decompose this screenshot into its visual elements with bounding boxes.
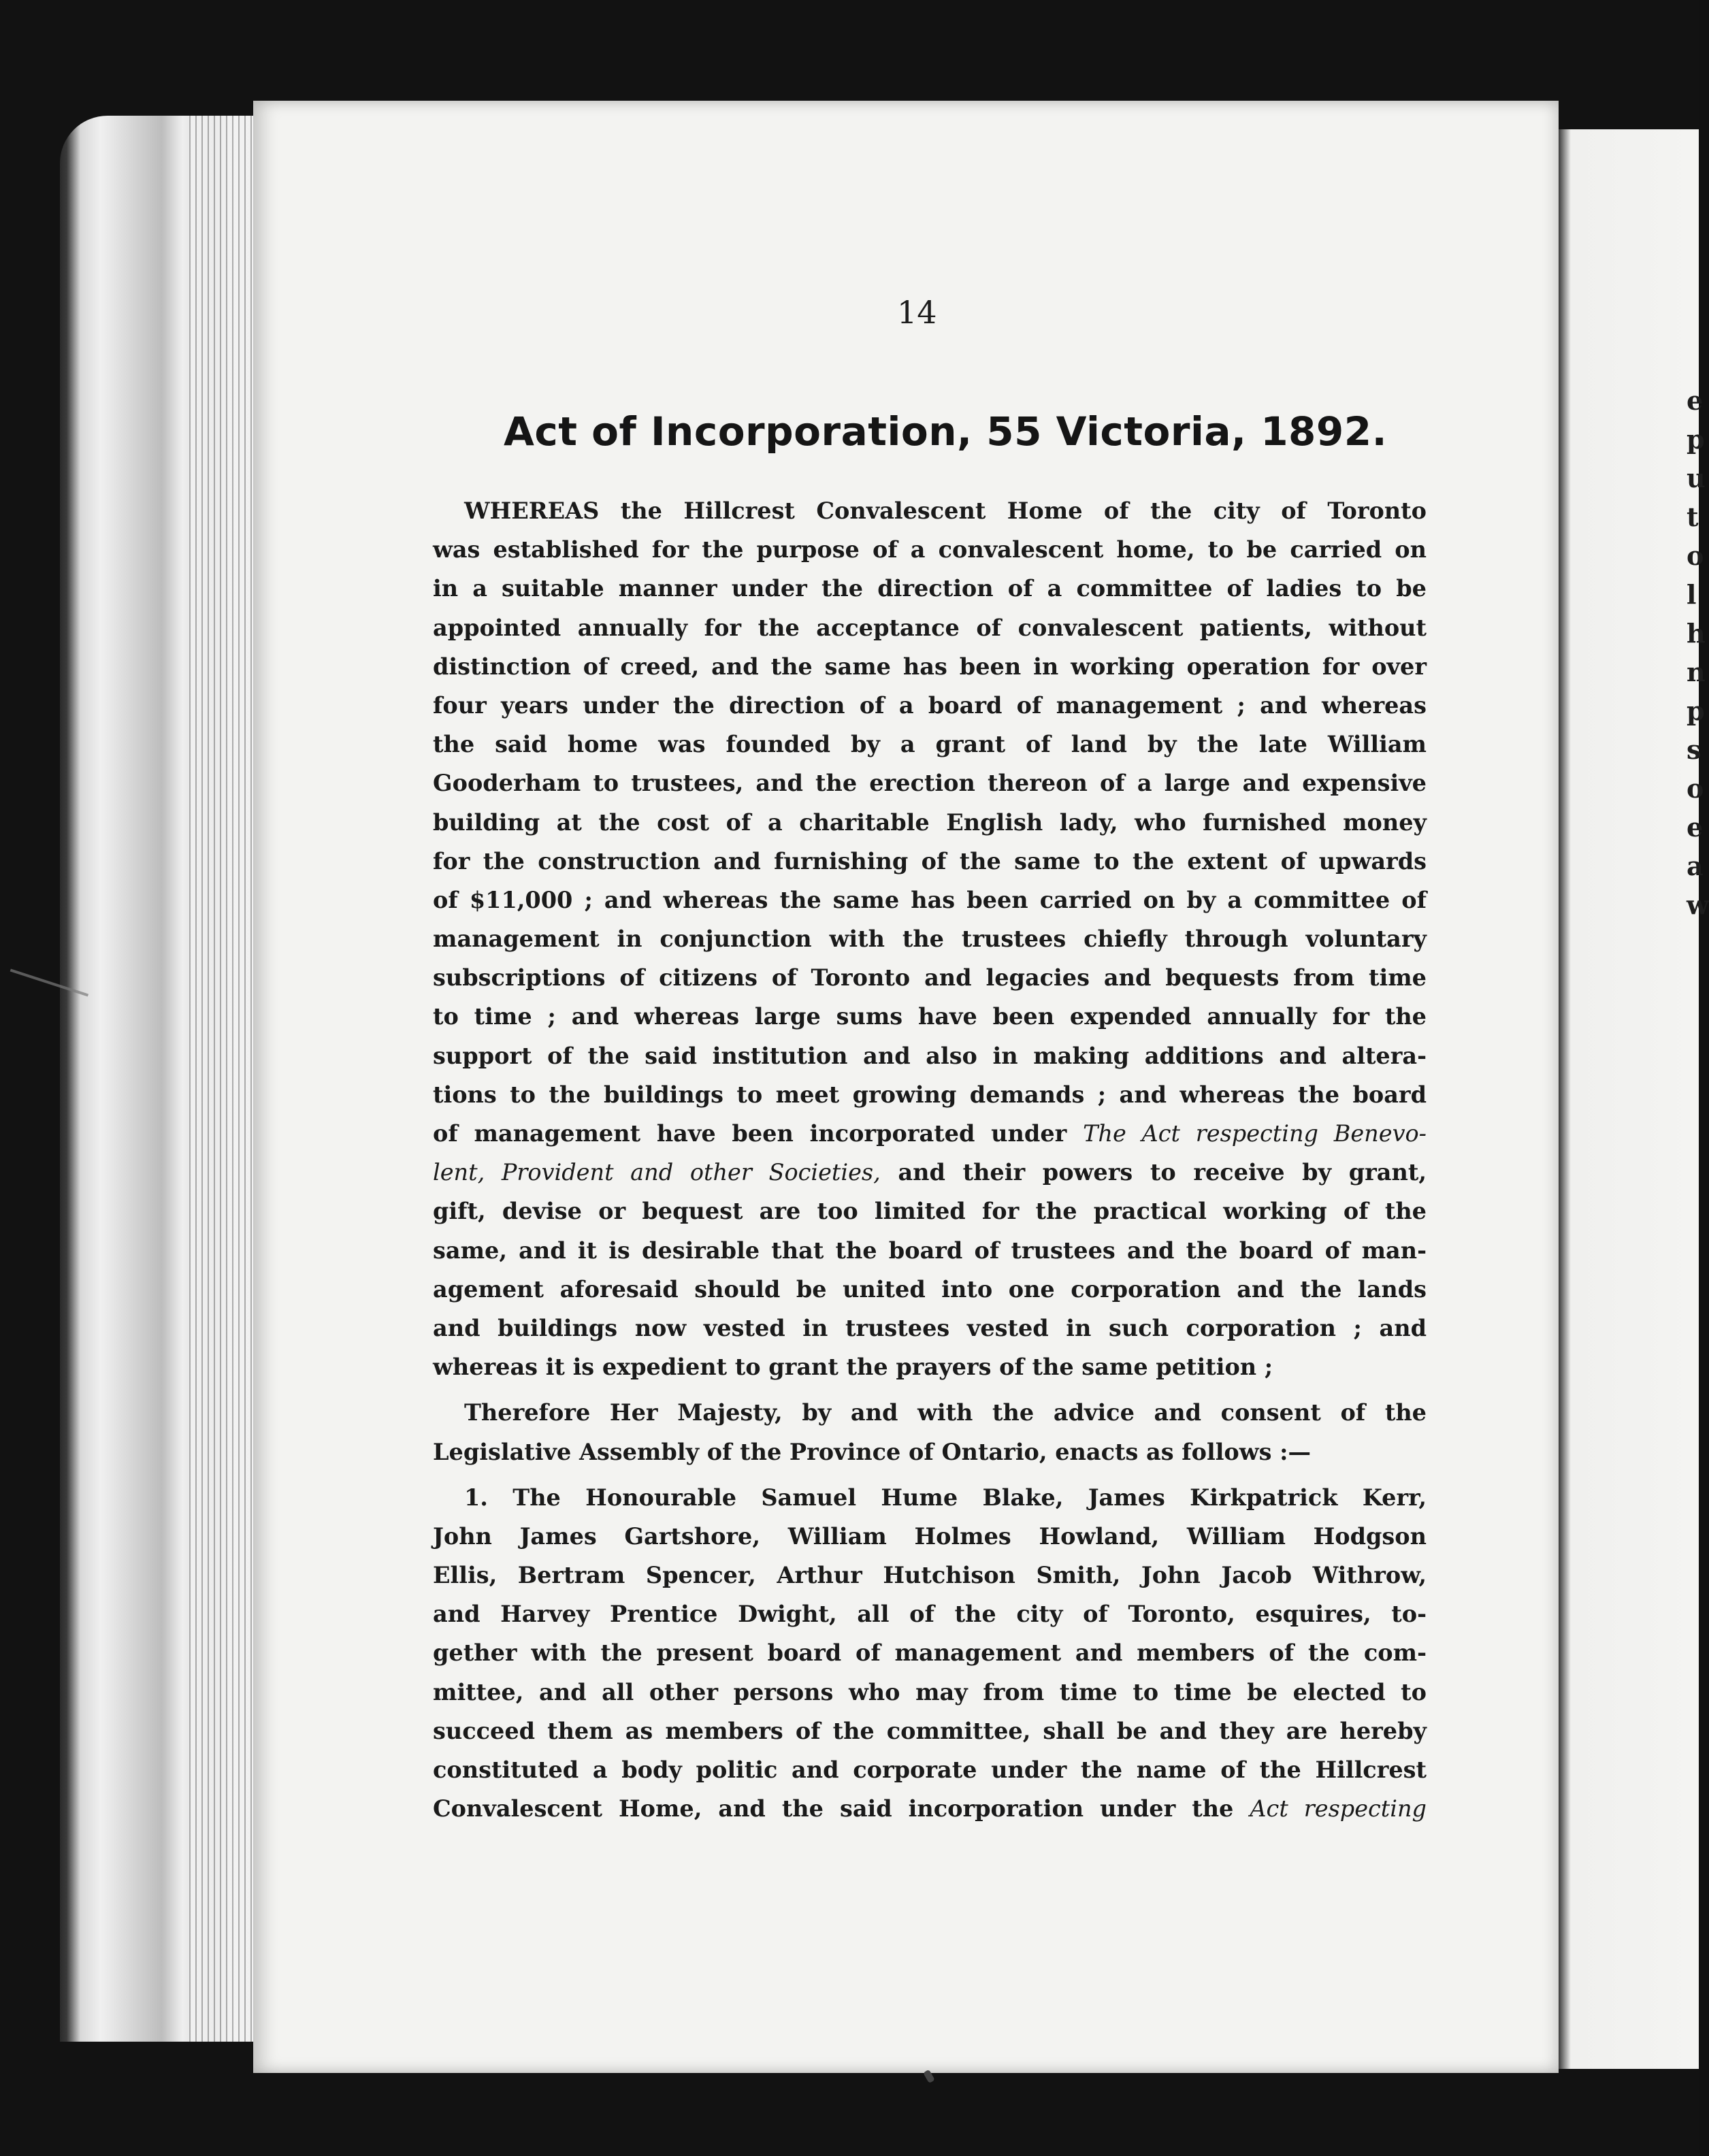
paragraph-enactment [433,1393,1427,1471]
paragraph-gap [433,1471,1427,1478]
text-line-italic [433,1789,1427,1828]
facing-page-glyph: l [1687,579,1697,610]
facing-page-glyph: n [1687,657,1706,687]
text-line: Gooderham to trustees, and the erection thereon of a large and expensive [433,770,1427,797]
text-line: subscriptions of citizens of Toronto and legacies and bequests from time [433,964,1427,992]
text-line: whereas it is expedient to grant the prayers of the same petition ; [433,1354,1273,1381]
text-line: in a suitable manner under the direction of a committee of ladies to be [433,575,1427,602]
facing-page-fragments [1687,381,1707,924]
text-line: constituted a body politic and corporate under the name of the Hillcrest [433,1757,1427,1783]
paragraph-gap [433,1386,1427,1393]
facing-page-glyph: p [1687,424,1705,455]
text-line: support of the said institution and also in making additions and altera- [433,1042,1427,1069]
text-line-italic [433,1114,1427,1153]
text-run: of management have been incorporated under [433,1120,1067,1147]
text-run: and their powers to receive by grant, [898,1159,1427,1186]
text-line: the said home was founded by a grant of land by the late William [433,731,1427,758]
paragraph-preamble [433,491,1427,1386]
page-number: 14 [897,294,937,331]
text-run: Convalescent Home, and the said incorporation under the [433,1795,1234,1823]
text-line-italic [433,1153,1427,1192]
facing-page-glyph: s [1687,734,1702,765]
text-line: appointed annually for the acceptance of convalescent patients, without [433,614,1427,641]
page-title: Act of Incorporation, 55 Victoria, 1892. [504,408,1388,455]
text-line: distinction of creed, and the same has been in working operation for over [433,653,1427,680]
facing-page-glyph: t [1687,502,1699,532]
text-line: same, and it is desirable that the board of trustees and the board of man- [433,1237,1427,1264]
text-line: Therefore Her Majesty, by and with the advice and consent of the [464,1399,1427,1426]
text-line: four years under the direction of a board of management ; and whereas [433,691,1427,719]
facing-page-glyph: o [1687,773,1704,804]
text-line: to time ; and whereas large sums have been expended annually for the [433,1003,1427,1030]
facing-page-glyph: a [1687,851,1704,881]
text-line: and Harvey Prentice Dwight, all of the city of Toronto, esquires, to- [433,1601,1427,1628]
text-line: gift, devise or bequest are too limited for the practical working of the [433,1198,1427,1225]
left-page-edges [60,116,257,2042]
text-line: gether with the present board of management and members of the com- [433,1639,1427,1667]
text-line: and buildings now vested in trustees vested in such corporation ; and [433,1314,1427,1341]
text-line: mittee, and all other persons who may from time to time be elected to [433,1678,1427,1705]
body-text [433,491,1427,1828]
act-title-italic: Act respecting [1250,1795,1427,1823]
facing-page-glyph: h [1687,618,1706,649]
text-line: was established for the purpose of a convalescent home, to be carried on [433,536,1427,564]
paragraph-section-1 [433,1478,1427,1829]
text-line: management in conjunction with the trustees chiefly through voluntary [433,926,1427,953]
text-line: Legislative Assembly of the Province of Ontario, enacts as follows :— [433,1438,1311,1465]
text-line: agement aforesaid should be united into one corporation and the lands [433,1275,1427,1303]
text-line: building at the cost of a charitable English lady, who furnished money [433,808,1427,836]
act-title-italic: The Act respecting Benevo- [1083,1120,1427,1147]
facing-page [1553,129,1699,2069]
facing-page-glyph: w [1687,889,1709,920]
text-line: succeed them as members of the committee, shall be and they are hereby [433,1717,1427,1744]
facing-page-glyph: p [1687,696,1705,726]
act-title-italic: lent, Provident and other Societies, [433,1159,881,1186]
text-line: of $11,000 ; and whereas the same has been carried on by a committee of [433,886,1427,913]
text-line: Ellis, Bertram Spencer, Arthur Hutchison Smith, John Jacob Withrow, [433,1562,1427,1589]
text-line: WHEREAS the Hillcrest Convalescent Home of the city of Toronto [464,497,1427,524]
text-line: for the construction and furnishing of the same to the extent of upwards [433,847,1427,875]
facing-page-glyph: o [1687,540,1704,571]
text-line: John James Gartshore, William Holmes Howland, William Hodgson [433,1522,1427,1550]
facing-page-glyph: e [1687,385,1704,416]
page-edge-lines [189,116,257,2042]
facing-page-glyph: u [1687,463,1706,493]
facing-page-glyph: e [1687,812,1704,843]
text-line: tions to the buildings to meet growing demands ; and whereas the board [433,1081,1427,1108]
text-line: 1. The Honourable Samuel Hume Blake, James Kirkpatrick Kerr, [464,1484,1427,1511]
